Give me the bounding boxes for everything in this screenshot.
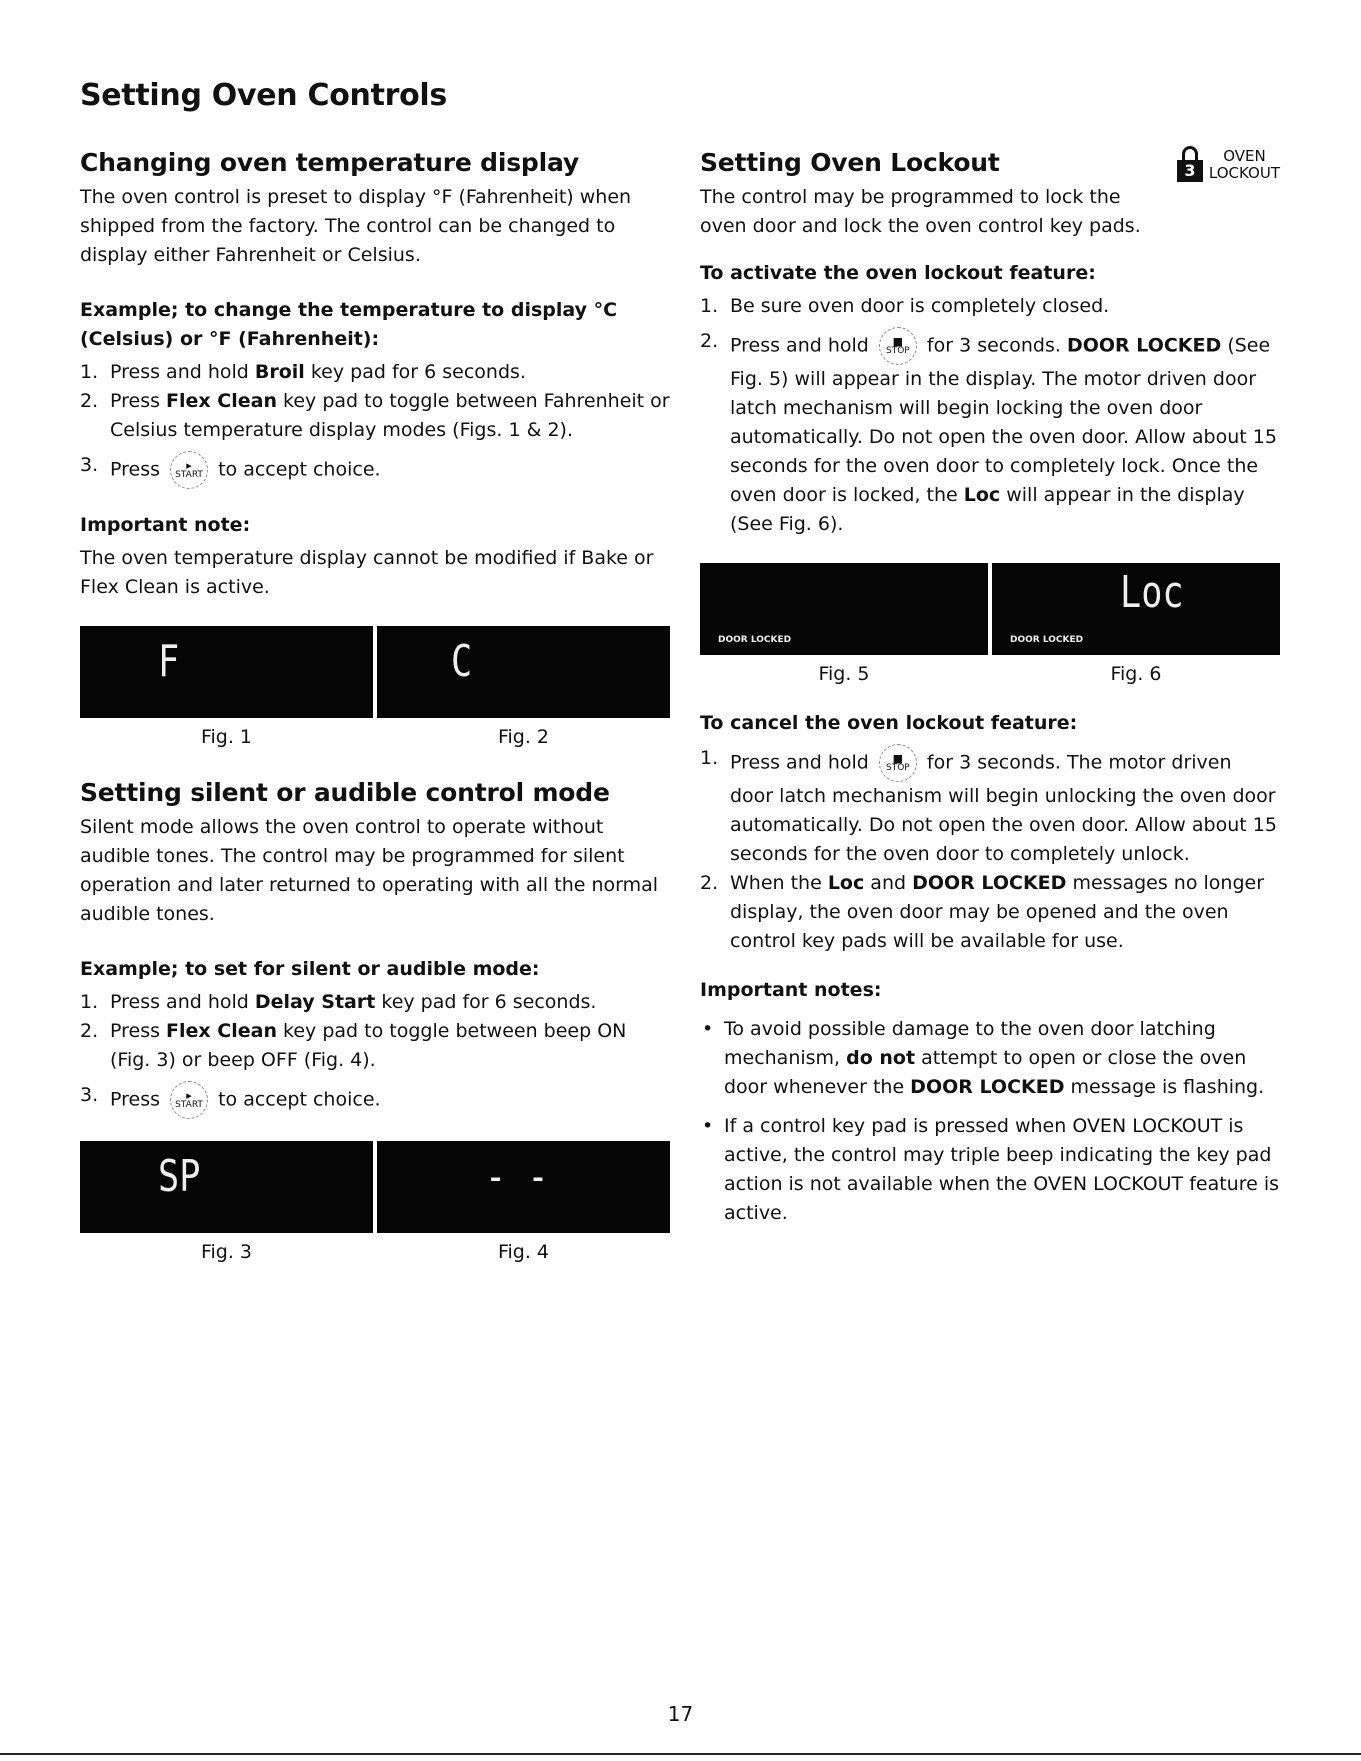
figure <box>377 1141 670 1263</box>
figure-caption: Fig. 1 <box>200 726 253 748</box>
badge-label: OVEN LOCKOUT <box>1208 147 1280 182</box>
list-item <box>80 988 670 1017</box>
important-notes-list <box>700 1015 1280 1228</box>
silent-mode-intro: Silent mode allows the oven control to operate without audible tones. The control may be programmed for silent operation and later returned to operating with all the normal audible tones. <box>80 816 659 925</box>
lcd-text: SP <box>158 1151 201 1202</box>
lcd-indicator: DOOR LOCKED <box>1010 635 1084 645</box>
lcd-display <box>992 563 1280 655</box>
figure-caption: Fig. 3 <box>200 1241 253 1263</box>
step-text: Be sure oven door is completely closed. <box>730 295 1110 317</box>
left-column <box>80 148 670 1263</box>
step-text: Press <box>110 1088 167 1111</box>
step-number: 2. <box>80 390 99 412</box>
bottom-rule <box>0 1753 1361 1755</box>
cancel-steps-list <box>700 744 1280 956</box>
step-text: and <box>864 872 913 894</box>
start-pad-icon: ▸ START <box>170 451 208 489</box>
step-text: When the <box>730 872 828 894</box>
step-text: Press <box>110 390 167 412</box>
note-text: attempt to open or close the oven door whenever the <box>724 1047 1247 1098</box>
oven-lockout-badge <box>1177 146 1280 182</box>
start-pad-icon: ▸ START <box>170 1081 208 1119</box>
figure-caption: Fig. 6 <box>1110 663 1162 685</box>
step-number: 1. <box>80 991 99 1013</box>
silent-example-heading: Example; to set for silent or audible mode: <box>80 958 540 980</box>
lcd-text: - - <box>485 1151 549 1202</box>
temp-steps-list <box>80 358 670 489</box>
step-number: 1. <box>700 747 719 769</box>
lcd-text: Loc <box>1120 567 1184 618</box>
step-text: key pad for 6 seconds. <box>375 991 597 1013</box>
lcd-display <box>377 1141 670 1233</box>
step-text: to accept choice. <box>212 1088 381 1111</box>
list-item <box>700 1015 1280 1102</box>
page-title: Setting Oven Controls <box>80 78 447 113</box>
step-text: Press <box>110 1020 167 1042</box>
important-note-text: The oven temperature display cannot be modified if Bake or Flex Clean is active. <box>80 547 654 598</box>
step-text: key pad to toggle between Fahrenheit or Celsius temperature display modes (Figs. 1 & 2). <box>110 390 670 441</box>
step-text: Press and hold <box>110 361 255 383</box>
bullet-icon: • <box>702 1115 714 1137</box>
step-text: (See Fig. 5) will appear in the display. The motor driven door latch mechanism will begin locking the oven door automatically. Do not open the oven door. Allow about 15 seconds for the oven door to completely lock. Once the oven door is locked, the <box>730 334 1277 506</box>
list-item <box>700 744 1280 869</box>
step-text: for 3 seconds. The motor driven door latch mechanism will begin unlocking the oven door automatically. Do not open the oven door. Allow about 15 seconds for the oven door to completely unlock. <box>730 751 1277 865</box>
temp-example-heading: Example; to change the temperature to display °C (Celsius) or °F (Fahrenheit): <box>80 299 618 350</box>
figure <box>80 626 373 748</box>
key-name: Flex Clean <box>166 1020 277 1042</box>
list-item <box>80 451 670 489</box>
figure <box>377 626 670 748</box>
page-number: 17 <box>667 1702 694 1726</box>
step-number: 1. <box>700 295 719 317</box>
silent-mode-heading: Setting silent or audible control mode <box>80 778 610 807</box>
lcd-display <box>700 563 988 655</box>
list-item <box>700 327 1280 539</box>
step-number: 1. <box>80 361 99 383</box>
silent-steps-list <box>80 988 670 1119</box>
step-number: 3. <box>80 1084 99 1106</box>
step-text: for 3 seconds. <box>920 334 1067 357</box>
activate-heading: To activate the oven lockout feature: <box>700 262 1096 284</box>
list-item <box>700 292 1280 321</box>
step-number: 3. <box>80 454 99 476</box>
important-notes-heading: Important notes: <box>700 979 882 1001</box>
lockout-heading: Setting Oven Lockout <box>700 148 1000 177</box>
key-name: Broil <box>254 361 305 383</box>
lock-icon: 3 <box>1177 146 1203 182</box>
lcd-text: C <box>451 636 473 687</box>
display-message: DOOR LOCKED <box>910 1076 1065 1098</box>
lcd-display <box>80 1141 373 1233</box>
important-note-heading: Important note: <box>80 514 251 536</box>
temp-display-heading: Changing oven temperature display <box>80 148 579 177</box>
right-column <box>700 148 1280 1228</box>
lcd-indicator: DOOR LOCKED <box>718 635 792 645</box>
step-text: Press and hold <box>110 991 255 1013</box>
step-text: messages no longer display, the oven door may be opened and the oven control key pads will be available for use. <box>730 872 1265 952</box>
figure <box>992 563 1280 685</box>
step-text: Press <box>110 458 167 481</box>
display-message: Loc <box>827 872 865 894</box>
step-text: Press and hold <box>730 751 875 774</box>
list-item <box>80 1081 670 1119</box>
note-text: To avoid possible damage to the oven door latching mechanism, <box>724 1018 1216 1069</box>
lcd-text: F <box>158 636 180 687</box>
step-number: 2. <box>80 1020 99 1042</box>
note-emphasis: do not <box>846 1047 916 1069</box>
step-text: Press and hold <box>730 334 875 357</box>
figure-caption: Fig. 5 <box>818 663 870 685</box>
step-text: key pad to toggle between beep ON (Fig. 3) or beep OFF (Fig. 4). <box>110 1020 627 1071</box>
list-item <box>80 358 670 387</box>
step-number: 2. <box>700 872 719 894</box>
figure <box>700 563 988 685</box>
note-text: If a control key pad is pressed when OVEN LOCKOUT is active, the control may triple beep indicating the key pad action is not available when the OVEN LOCKOUT feature is active. <box>724 1115 1280 1224</box>
display-message: DOOR LOCKED <box>1066 334 1222 357</box>
lockout-intro: The control may be programmed to lock the oven door and lock the oven control key pads. <box>700 186 1141 237</box>
stop-pad-icon: ■ STOP <box>879 744 917 782</box>
lockout-figures <box>700 563 1280 685</box>
step-text: key pad for 6 seconds. <box>304 361 526 383</box>
list-item <box>700 1112 1280 1228</box>
cancel-heading: To cancel the oven lockout feature: <box>700 712 1078 734</box>
bullet-icon: • <box>702 1018 714 1040</box>
list-item <box>80 1017 670 1075</box>
list-item <box>80 387 670 445</box>
temp-figures <box>80 626 670 748</box>
step-text: will appear in the display (See Fig. 6). <box>730 484 1245 535</box>
key-name: Flex Clean <box>166 390 277 412</box>
key-name: Delay Start <box>254 991 376 1013</box>
figure-caption: Fig. 4 <box>497 1241 550 1263</box>
figure-caption: Fig. 2 <box>497 726 550 748</box>
activate-steps-list <box>700 292 1280 539</box>
list-item <box>700 869 1280 956</box>
note-text: message is flashing. <box>1064 1076 1265 1098</box>
display-message: DOOR LOCKED <box>912 872 1067 894</box>
step-text: to accept choice. <box>212 458 381 481</box>
lcd-display <box>377 626 670 718</box>
temp-display-intro: The oven control is preset to display °F (Fahrenheit) when shipped from the factory. The control can be changed to display either Fahrenheit or Celsius. <box>80 186 632 266</box>
lcd-display <box>80 626 373 718</box>
stop-pad-icon: ■ STOP <box>879 327 917 365</box>
silent-figures <box>80 1141 670 1263</box>
step-number: 2. <box>700 330 719 352</box>
figure <box>80 1141 373 1263</box>
display-message: Loc <box>963 484 1001 506</box>
